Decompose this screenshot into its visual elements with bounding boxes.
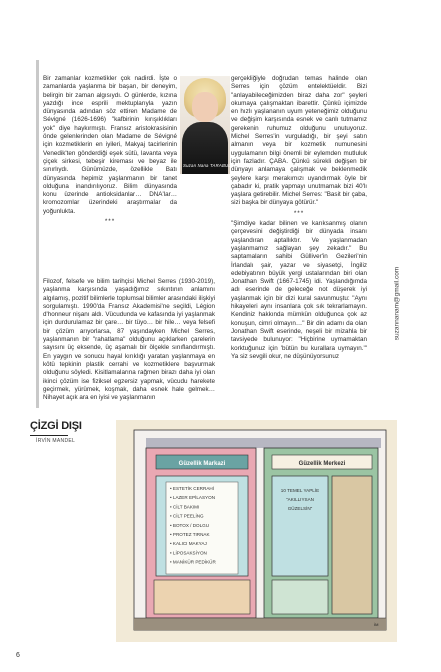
paragraph-effort: gerçekliğiyle doğrudan temas halinde olan Serres için çözüm entelektüeldir. Bizi "anlayabileceğimizden biraz daha zor" şeyleri okumaya çalışmaktan ibarettir. Çünkü içimizde en hızlı yaşlananın uyum yeteneğimiz olduğunu ve değişim karşısında esnek ve canlı tutmamız gerekenin ruhumuz olduğunu unutuyoruz. Michel Serres'in vurguladığı, bir şeyi satın almanın veya bir kozmetik numunesini uygulamanın bilgi önemli bir eylemden mutluluk için fazladır. ÇABA. Çünkü sürekli değişen bir dünyayı anlamaya çalışmak ve beklenmedik şeylere karşı merakımızı uyandırmak öyle bir çabadır ki, pratik yapmayı unutmamak bizi 40'lı yaşlara getirebilir. Michel Serres: "Basit bir çaba, sizi başka bir dünyaya götürür." <box>231 75 367 207</box>
sign-right: Güzellik Merkezi <box>298 461 346 467</box>
artist-signature: İM <box>374 622 379 627</box>
photo-caption: Suzan Nana TARABULUS <box>183 163 238 168</box>
service-item: • MANİKÜR PEDİKÜR <box>170 559 216 565</box>
section-divider-2: *** <box>293 209 305 217</box>
service-item: • KALICI MAKYAJ <box>170 541 207 547</box>
service-item: • CİLT BAKIMI <box>170 504 200 510</box>
page-number: 6 <box>16 652 20 659</box>
author-photo <box>180 76 238 174</box>
service-item: • ESTETİK CERRAHİ <box>170 486 214 491</box>
logo-underline <box>30 435 68 436</box>
column-rule <box>36 60 39 408</box>
service-item: • LAZER EPİLASYON <box>170 495 216 501</box>
service-item: • BOTOX / DOLGU <box>170 522 210 528</box>
poster-line: 10 TEMEL YAPLİE <box>280 488 320 493</box>
cartoon-illustration <box>116 420 397 642</box>
logo-author: İRVİN MANDEL <box>36 438 76 444</box>
paragraph-swift: "Şimdiye kadar bilinen ve karıksanmış olanın çerçevesini değiştirdiği bir dünyada insanı yaşlandıran aptallıktır. Ve yaşlanmadan yaşlanmamız sağlayan şey zekadır." Bu saptamaların sahibi Gülliver'in Gezileri'nin İrlandalı şair, yazar ve siyasetçi, İngiliz edebiyatının büyük yergi ustalarından biri olan Jonathan Swift (1667-1745) idi. Yaşlandığımda adı eserinde de geleceğe not düşerek iyi yaşlanmak için bir dizi kural savunmuştu: "Aynı hikayeleri aynı insanlara çok sık tekrarlamayın. Kendiniz hakkında mümkün olduğunca çok az konuşun, cimri olmayın…" Bir din adamı da olan Jonathan Swift eserinde, neşeli bir mizahla bir tavsiyede bulunuyor: "Hiçbirine uymamaktan korktuğunuz için 'bütün bu kurallara uymayın.'" Ya siz sevgili okur, ne düşünüyorsunuz <box>231 220 367 360</box>
author-email <box>387 230 399 390</box>
poster-line: GÜZELSİN" <box>287 506 313 511</box>
service-item: • CİLT PEELİNG <box>170 513 204 519</box>
sign-left: Güzellik Markazi <box>178 461 226 467</box>
service-item: • PROTEZ TIRNAK <box>170 532 210 537</box>
service-item: • LİPOSAKSİYON <box>170 550 207 556</box>
article-column-right <box>231 75 367 361</box>
poster-line: "AKILLIYSAN <box>286 497 314 502</box>
paragraph-serres: Filozof, felsefe ve bilim tarihçisi Michel Serres (1930-2019), yaşlanma karşısında yaşadığımız sıkıntının anlamını algılamış, pozitif bilimlerle toplumsal bilimler arasındaki ilişkiyi sorgulamıştı. 1990'da Fransız Akademisi'ne seçildi, Légion d'honneur nişanı aldı. Vücudunda ve kafasında iyi yaşlanmak için durdurulamaz bir çare… bir tüyo… bir hile… veya felsefi bir çözüm arıyorlarsa, 87 yaşındayken Michel Serres, yaşlanmanın bir "rahatlama" olduğunu açıklarken çarelerin sayısını üç eksende, üç aşamalı bir ölçekle sınıflandırmıştı. En yaygın ve sonucu hayal kırıklığı yaratan yaşlanmaya en kötü tepkinin plastik cerrahi ve kozmetiklere başvurmak olduğunu söyledi. Kisitlamalarına rağmen birazı daha iyi olan ikinci çözüm ise fiziksel egzersiz yapmak, vücudu harekete geçirmek, yürümek, koşmak, daha esnek hale gelmek… Nihayet açık ara en iyisi ve yaşlanmanın <box>43 278 215 402</box>
article-column-left-lower <box>43 278 215 402</box>
logo-title: ÇİZGİ DIŞI <box>30 420 82 432</box>
column-logo <box>30 420 120 454</box>
article-column-left <box>43 75 177 228</box>
paragraph-intro: Bir zamanlar kozmetikler çok nadirdi. İşte o zamanlarda yaşlanma bir başarı, bir deneyim, belirgin bir zaman algısıydı. O günlerde, kızına yazdığı ince esprili mektuplarıyla yazın dünyasında adından söz ettiren Madame de Sévigné (1626-1696) "kafbirinin kırışıklıkları yok" diye haykırmıştı. Fransız aristokrasisinin önde gelenlerinden olan Madame de Sévigné için kozmetiklerin en iyileri, Makyaj tacirlerinin Venedik'ten gönderdiği eşek sütü, lavanta veya çiçek sirkesi, tebeşir kireması ve beyaz ile sınırlıydı. Günümüzde, özellikle Batı dünyasında hepimiz yaşlanmanın bir tanet olduğuna inandırılıyoruz. Bilim dünyasında konu üzerinde antioksidanlar… DNA'lar… kromozomlar üzerindeki araştırmalar da yoğunlukta. <box>43 75 177 215</box>
section-divider: *** <box>104 218 116 226</box>
email-text: suzannanam@gmail.com <box>393 266 401 341</box>
